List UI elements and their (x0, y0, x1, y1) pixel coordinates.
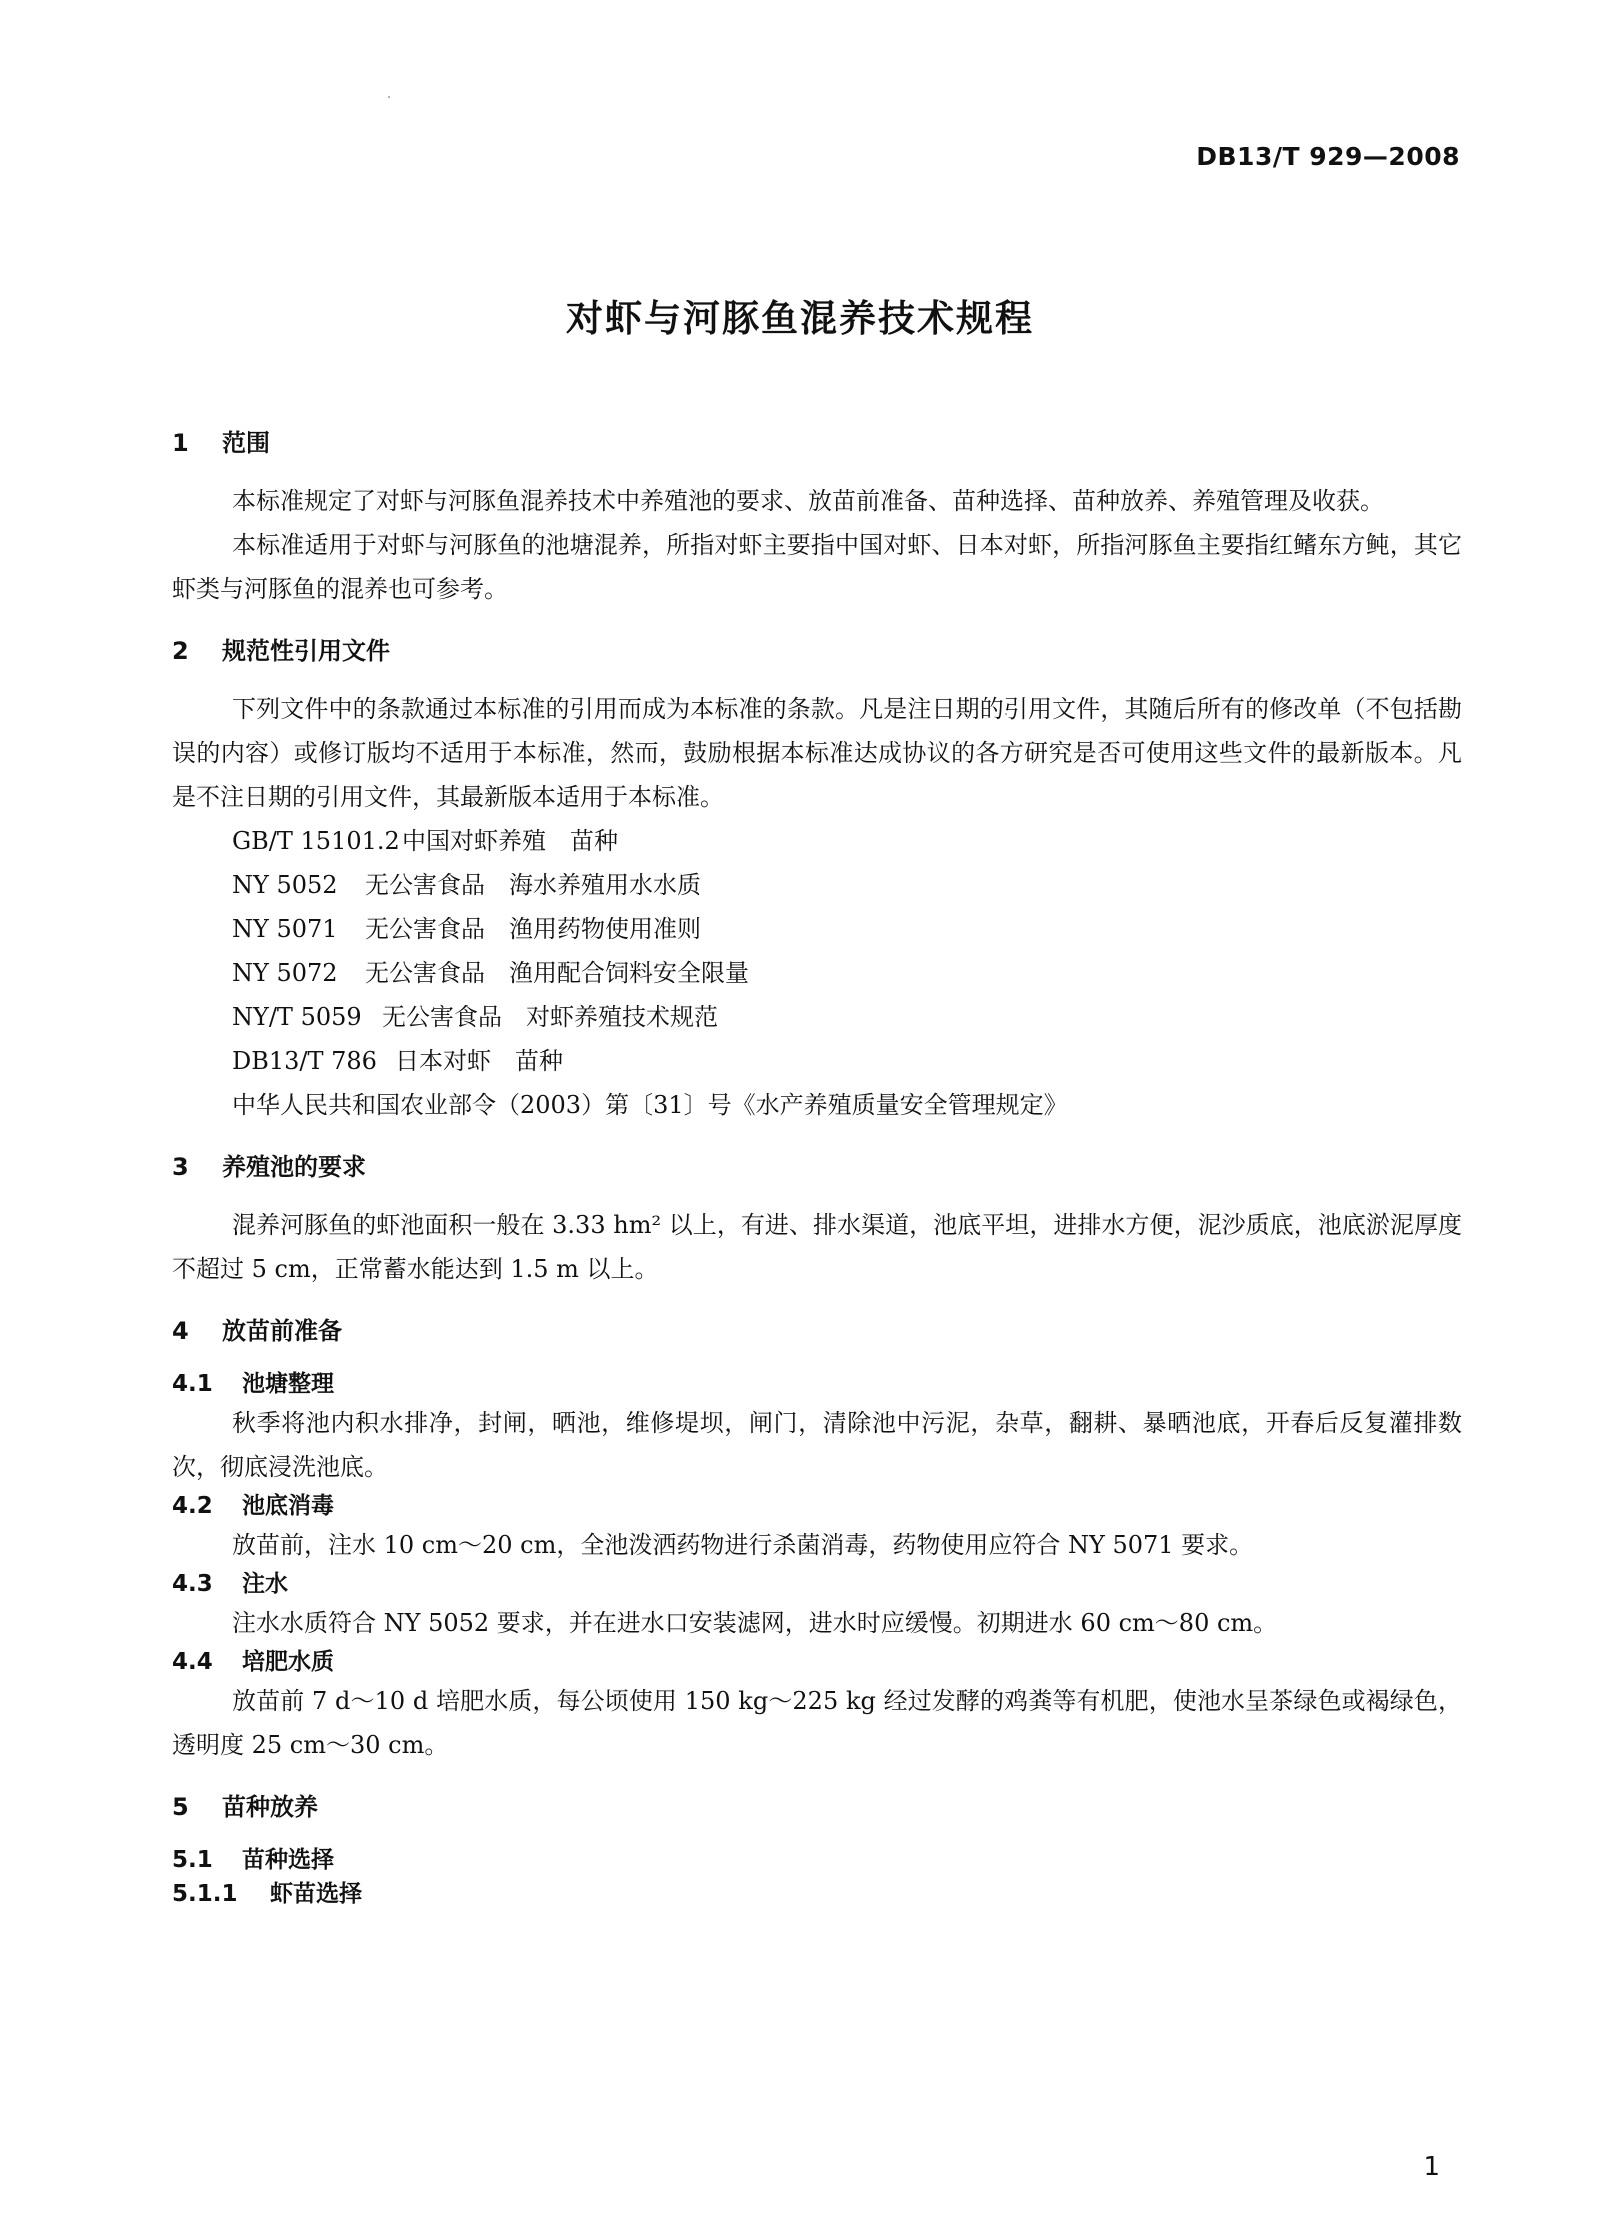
reference-title: 中国对虾养殖 苗种 (402, 827, 618, 855)
paragraph: 本标准规定了对虾与河豚鱼混养技术中养殖池的要求、放苗前准备、苗种选择、苗种放养、养殖管理及收获。 (232, 487, 1384, 515)
standard-code: DB13/T 929—2008 (1196, 142, 1460, 171)
reference-title: 中华人民共和国农业部令（2003）第〔31〕号《水产养殖质量安全管理规定》 (232, 1091, 1068, 1119)
reference-title: 日本对虾 苗种 (395, 1047, 563, 1075)
reference-item (172, 863, 1462, 907)
reference-title: 无公害食品 对虾养殖技术规范 (382, 1003, 718, 1031)
section-heading-1 (172, 425, 1462, 461)
paragraph: 本标准适用于对虾与河豚鱼的池塘混养，所指对虾主要指中国对虾、日本对虾，所指河豚鱼主要指红鳍东方鲀，其它虾类与河豚鱼的混养也可参考。 (172, 531, 1462, 603)
subsubsection-title: 虾苗选择 (270, 1881, 362, 1907)
reference-item (172, 1039, 1462, 1083)
subsubsection-number: 5.1.1 (172, 1881, 238, 1907)
subsection-title: 培肥水质 (242, 1649, 334, 1675)
subsection-number: 4.3 (172, 1571, 213, 1597)
paragraph: 放苗前 7 d～10 d 培肥水质，每公顷使用 150 kg～225 kg 经过发酵的鸡粪等有机肥，使池水呈茶绿色或褐绿色，透明度 25 cm～30 cm。 (172, 1687, 1462, 1759)
subsection-heading (172, 1645, 1462, 1679)
reference-title: 无公害食品 海水养殖用水水质 (365, 871, 701, 899)
reference-item (172, 907, 1462, 951)
section-title: 规范性引用文件 (222, 637, 390, 665)
section-heading-2 (172, 633, 1462, 669)
reference-code: NY 5072 (232, 959, 338, 987)
section-number: 2 (172, 637, 189, 665)
subsection-title: 池底消毒 (242, 1493, 334, 1519)
reference-title: 无公害食品 渔用配合饲料安全限量 (365, 959, 749, 987)
subsection-number: 4.2 (172, 1493, 213, 1519)
scan-speck (388, 96, 390, 98)
section-title: 养殖池的要求 (222, 1153, 366, 1181)
reference-item (172, 995, 1462, 1039)
document-body (172, 425, 1462, 1911)
section-heading-4 (172, 1313, 1462, 1349)
reference-code: NY/T 5059 (232, 1003, 362, 1031)
reference-code: NY 5052 (232, 871, 338, 899)
paragraph: 放苗前，注水 10 cm～20 cm，全池泼洒药物进行杀菌消毒，药物使用应符合 NY 5071 要求。 (232, 1531, 1254, 1559)
subsection-heading (172, 1367, 1462, 1401)
section-number: 1 (172, 429, 189, 457)
document-title: 对虾与河豚鱼混养技术规程 (566, 297, 1034, 340)
subsection-number: 4.4 (172, 1649, 213, 1675)
subsection-title: 苗种选择 (242, 1847, 334, 1873)
reference-code: GB/T 15101.2 (232, 827, 400, 855)
page-number: 1 (1423, 2152, 1440, 2182)
paragraph: 混养河豚鱼的虾池面积一般在 3.33 hm² 以上，有进、排水渠道，池底平坦，进排水方便，泥沙质底，池底淤泥厚度不超过 5 cm，正常蓄水能达到 1.5 m 以上。 (172, 1211, 1462, 1283)
section-number: 3 (172, 1153, 189, 1181)
reference-item (172, 1083, 1462, 1127)
subsection-number: 5.1 (172, 1847, 213, 1873)
section-number: 4 (172, 1317, 189, 1345)
subsection-title: 池塘整理 (242, 1371, 334, 1397)
reference-item (172, 819, 1462, 863)
paragraph: 下列文件中的条款通过本标准的引用而成为本标准的条款。凡是注日期的引用文件，其随后所有的修改单（不包括勘误的内容）或修订版均不适用于本标准，然而，鼓励根据本标准达成协议的各方研究是否可使用这些文件的最新版本。凡是不注日期的引用文件，其最新版本适用于本标准。 (172, 695, 1462, 811)
subsection-heading (172, 1489, 1462, 1523)
paragraph: 注水水质符合 NY 5052 要求，并在进水口安装滤网，进水时应缓慢。初期进水 60 cm～80 cm。 (232, 1609, 1278, 1637)
reference-item (172, 951, 1462, 995)
subsubsection-heading (172, 1877, 1462, 1911)
reference-code: DB13/T 786 (232, 1047, 377, 1075)
subsection-heading (172, 1843, 1462, 1877)
reference-code: NY 5071 (232, 915, 338, 943)
subsection-heading (172, 1567, 1462, 1601)
section-number: 5 (172, 1793, 189, 1821)
section-heading-3 (172, 1149, 1462, 1185)
subsection-title: 注水 (242, 1571, 288, 1597)
section-title: 范围 (222, 429, 270, 457)
section-title: 苗种放养 (222, 1793, 318, 1821)
paragraph: 秋季将池内积水排净，封闸，晒池，维修堤坝，闸门，清除池中污泥，杂草，翻耕、暴晒池底，开春后反复灌排数次，彻底浸洗池底。 (172, 1409, 1462, 1481)
subsection-number: 4.1 (172, 1371, 213, 1397)
section-heading-5 (172, 1789, 1462, 1825)
section-title: 放苗前准备 (222, 1317, 342, 1345)
reference-list (172, 819, 1462, 1127)
reference-title: 无公害食品 渔用药物使用准则 (365, 915, 701, 943)
